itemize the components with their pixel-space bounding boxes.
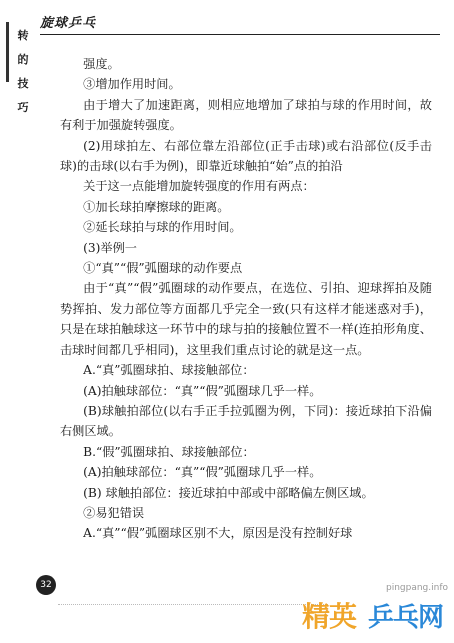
watermark-url: pingpang.info — [385, 583, 448, 593]
page-number-badge: 32 — [36, 575, 56, 595]
binding-strip — [6, 22, 9, 82]
paragraph: 由于增大了加速距离，则相应地增加了球拍与球的作用时间，故有利于加强旋转强度。 — [60, 97, 432, 133]
list-item: ③增加作用时间。 — [83, 77, 181, 92]
logo-text-part1: 精英 — [302, 600, 357, 633]
paragraph: 关于这一点能增加旋转强度的作用有两点： — [83, 179, 315, 194]
paragraph: A.“真”“假”弧圈球区别不大，原因是没有控制好球 — [83, 526, 353, 541]
list-item: (A)拍触球部位：“真”“假”弧圈球几乎一样。 — [83, 383, 322, 398]
section-heading: (3)举例一 — [83, 240, 137, 255]
list-item: (A)拍触球部位：“真”“假”弧圈球几乎一样。 — [83, 465, 322, 480]
subsection-heading: ①“真”“假”弧圈球的动作要点 — [83, 261, 243, 276]
list-item: ①加长球拍摩擦球的距离。 — [83, 199, 230, 214]
subsection-heading: ②易犯错误 — [83, 505, 145, 520]
watermark-logo — [300, 595, 450, 639]
side-running-label — [16, 24, 30, 120]
header-rule — [40, 34, 440, 35]
logo-text-part2: 乒乓网 — [368, 603, 444, 633]
list-item: (B)球触拍部位(以右手正手拉弧圈为例，下同)：接近球拍下沿偏右侧区域。 — [60, 403, 432, 439]
paragraph: (2)用球拍左、右部位靠左沿部位(正手击球)或右沿部位(反手击球)的击球(以右手为例)，即靠近球触拍“始”点的拍沿 — [60, 138, 432, 174]
side-label-char: 巧 — [17, 101, 29, 114]
side-label-char: 转 — [17, 29, 29, 42]
side-label-char: 的 — [17, 53, 29, 66]
paragraph: 强度。 — [83, 57, 120, 71]
running-header-title: 旋球乒乓 — [40, 16, 97, 31]
paragraph: 由于“真”“假”弧圈球的动作要点，在选位、引拍、迎球挥拍及随势挥拍、发力部位等方面都几乎完全一致(只有这样才能迷惑对手)，只是在球拍触球这一环节中的球与拍的接触位置不一样(连拍形角度、击球时间都几乎相同)，这里我们重点讨论的就是这一点。 — [60, 281, 432, 357]
side-label-char: 技 — [17, 77, 29, 90]
list-item: ②延长球拍与球的作用时间。 — [83, 220, 242, 235]
subsection-heading: B.“假”弧圈球拍、球接触部位： — [83, 444, 255, 459]
scan-artifact-line — [58, 604, 328, 605]
page-body — [60, 54, 432, 544]
list-item: (B) 球触拍部位：接近球拍中部或中部略偏左侧区域。 — [83, 485, 374, 500]
subsection-heading: A.“真”弧圈球拍、球接触部位： — [83, 363, 255, 378]
